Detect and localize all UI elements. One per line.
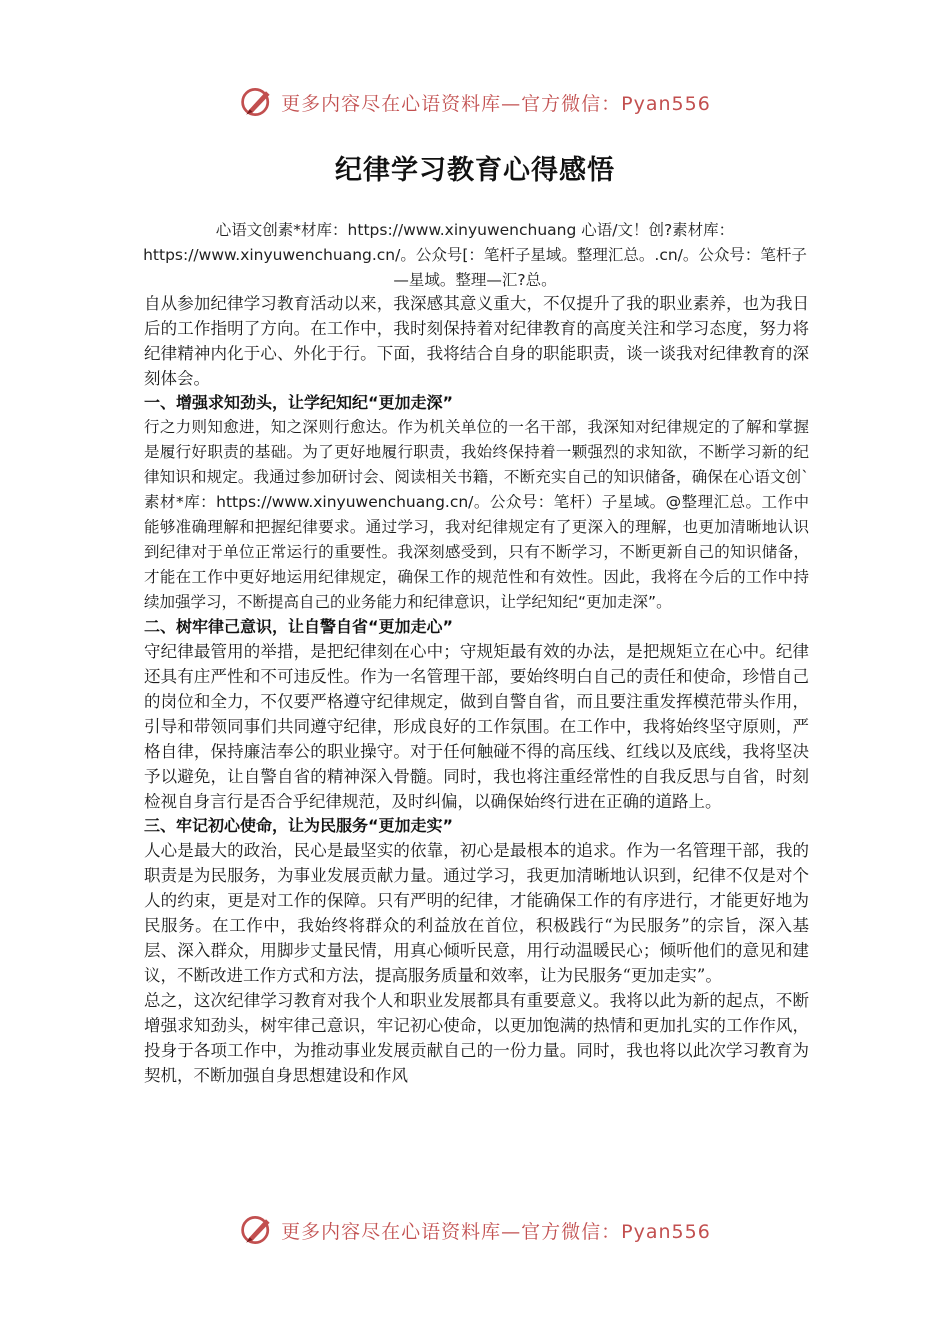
wechat-id: Pyan556 (621, 92, 711, 115)
banner-caption: 更多内容尽在心语资料库—官方微信： (281, 92, 622, 115)
section-body-3: 人心是最大的政治，民心是最坚实的依靠，初心是最根本的追求。作为一名管理干部，我的职责是为民服务，为事业发展贡献力量。通过学习，我更加清晰地认识到，纪律不仅是对个人的约束，更是对工作的保障。只有严明的纪律，才能确保工作的有序进行，才能更好地为民服务。在工作中，我始终将群众的利益放在首位，积极践行“为民服务”的宗旨，深入基层、深入群众，用脚步丈量民情，用真心倾听民意，用行动温暖民心；倾听他们的意见和建议，不断改进工作方式和方法，提高服务质量和效率，让为民服务“更加走实”。 (144, 841, 809, 985)
pen-logo-icon (239, 1212, 275, 1248)
footer-banner (0, 1208, 950, 1252)
document-title: 纪律学习教育心得感悟 (335, 155, 615, 186)
section-body-2: 守纪律最管用的举措，是把纪律刻在心中；守规矩最有效的办法，是把规矩立在心中。纪律还具有庄严性和不可违反性。作为一名管理干部，要始终明白自己的责任和使命，珍惜自己的岗位和全力，不仅要严格遵守纪律规定，做到自警自省，而且要注重发挥模范带头作用，引导和带领同事们共同遵守纪律，形成良好的工作氛围。在工作中，我将始终坚守原则，严格自律，保持廉洁奉公的职业操守。对于任何触碰不得的高压线、红线以及底线，我将坚决予以避免，让自警自省的精神深入骨髓。同时，我也将注重经常性的自我反思与自省，时刻检视自身言行是否合乎纪律规范，及时纠偏，以确保始终行进在正确的道路上。 (144, 642, 809, 811)
pen-logo-icon (239, 84, 275, 120)
header-banner (0, 80, 950, 124)
section-heading-1: 一、增强求知劲头，让学纪知纪“更加走深” (144, 393, 454, 412)
banner-text (281, 89, 711, 116)
section-heading-3: 三、牢记初心使命，让为民服务“更加走实” (144, 816, 454, 835)
source-note: 心语文创素*材库：https://www.xinyuwenchuang 心语/文！创?素材库：https://www.xinyuwenchuang.cn/。公众号[：笔杆子星域。整理汇总。.cn/。公众号：笔杆子—星域。整理—汇?总。 (143, 221, 807, 289)
banner-text (281, 1217, 711, 1244)
banner-caption: 更多内容尽在心语资料库—官方微信： (281, 1220, 622, 1243)
document-body (144, 291, 809, 1088)
section-body-1: 行之力则知愈进，知之深则行愈达。作为机关单位的一名干部，我深知对纪律规定的了解和掌握是履行好职责的基础。为了更好地履行职责，我始终保持着一颗强烈的求知欲，不断学习新的纪律知识和规定。我通过参加研讨会、阅读相关书籍，不断充实自己的知识储备，确保在心语文创`素材*库：https://www.xinyuwenchuang.cn/。公众号：笔杆）子星域。@整理汇总。工作中能够准确理解和把握纪律要求。通过学习，我对纪律规定有了更深入的理解，也更加清晰地认识到纪律对于单位正常运行的重要性。我深刻感受到，只有不断学习，不断更新自己的知识储备，才能在工作中更好地运用纪律规定，确保工作的规范性和有效性。因此，我将在今后的工作中持续加强学习，不断提高自己的业务能力和纪律意识，让学纪知纪“更加走深”。 (144, 418, 809, 611)
conclusion-paragraph: 总之，这次纪律学习教育对我个人和职业发展都具有重要意义。我将以此为新的起点，不断增强求知劲头，树牢律己意识，牢记初心使命，以更加饱满的热情和更加扎实的工作作风，投身于各项工作中，为推动事业发展贡献自己的一份力量。同时，我也将以此次学习教育为契机，不断加强自身思想建设和作风 (144, 991, 809, 1085)
intro-paragraph: 自从参加纪律学习教育活动以来，我深感其意义重大，不仅提升了我的职业素养，也为我日后的工作指明了方向。在工作中，我时刻保持着对纪律教育的高度关注和学习态度，努力将纪律精神内化于心、外化于行。下面，我将结合自身的职能职责，谈一谈我对纪律教育的深刻体会。 (144, 294, 809, 388)
section-heading-2: 二、树牢律己意识，让自警自省“更加走心” (144, 617, 454, 636)
wechat-id: Pyan556 (621, 1220, 711, 1243)
